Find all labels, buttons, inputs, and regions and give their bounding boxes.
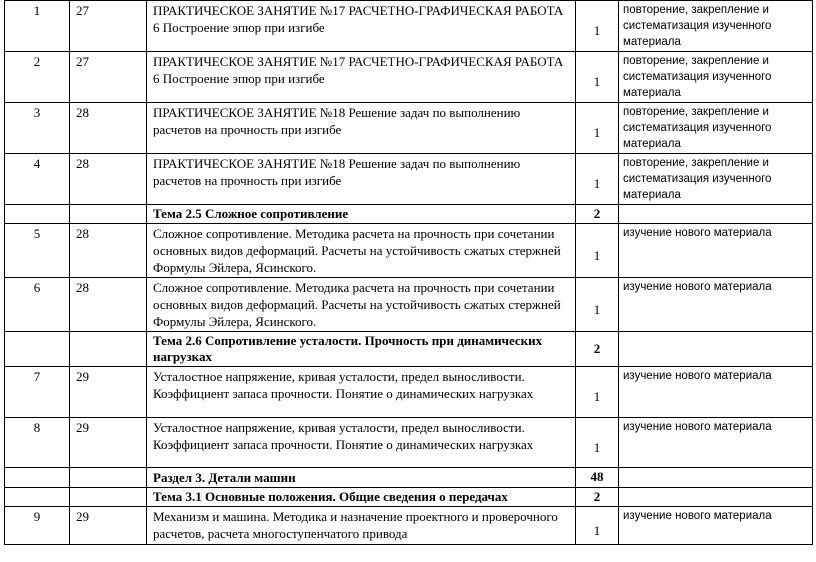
empty-cell xyxy=(5,332,70,367)
table-row xyxy=(5,52,813,103)
lesson-number: 3 xyxy=(5,103,70,154)
section-title: Тема 3.1 Основные положения. Общие сведения о передачах xyxy=(147,488,576,507)
section-hours: 2 xyxy=(576,205,619,224)
table-row xyxy=(5,507,813,545)
section-row xyxy=(5,488,813,507)
empty-cell xyxy=(619,205,813,224)
empty-cell xyxy=(70,205,147,224)
week-number: 29 xyxy=(70,507,147,545)
week-number: 28 xyxy=(70,103,147,154)
lesson-number: 8 xyxy=(5,418,70,468)
lesson-plan-table xyxy=(4,0,813,545)
lesson-type: изучение нового материала xyxy=(619,367,813,418)
lesson-topic: Механизм и машина. Методика и назначение проектного и проверочного расчетов, расчета многоступенчатого привода xyxy=(147,507,576,545)
section-row xyxy=(5,468,813,488)
empty-cell xyxy=(5,205,70,224)
week-number: 27 xyxy=(70,1,147,52)
lesson-hours: 1 xyxy=(576,1,619,52)
lesson-hours: 1 xyxy=(576,278,619,332)
lesson-number: 1 xyxy=(5,1,70,52)
table-row xyxy=(5,224,813,278)
lesson-hours: 1 xyxy=(576,418,619,468)
empty-cell xyxy=(70,468,147,488)
lesson-number: 4 xyxy=(5,154,70,205)
lesson-hours: 1 xyxy=(576,154,619,205)
lesson-type: повторение, закрепление и систематизация изученного материала xyxy=(619,103,813,154)
lesson-hours: 1 xyxy=(576,507,619,545)
lesson-topic: ПРАКТИЧЕСКОЕ ЗАНЯТИЕ №17 РАСЧЕТНО-ГРАФИЧЕСКАЯ РАБОТА 6 Построение эпюр при изгибе xyxy=(147,52,576,103)
lesson-hours: 1 xyxy=(576,224,619,278)
lesson-type: повторение, закрепление и систематизация изученного материала xyxy=(619,1,813,52)
table-row xyxy=(5,154,813,205)
table-row xyxy=(5,367,813,418)
lesson-topic: ПРАКТИЧЕСКОЕ ЗАНЯТИЕ №18 Решение задач по выполнению расчетов на прочность при изгибе xyxy=(147,154,576,205)
lesson-type: изучение нового материала xyxy=(619,418,813,468)
lesson-type: изучение нового материала xyxy=(619,224,813,278)
empty-cell xyxy=(5,488,70,507)
table-row xyxy=(5,1,813,52)
table-row xyxy=(5,103,813,154)
lesson-hours: 1 xyxy=(576,103,619,154)
table-row xyxy=(5,278,813,332)
lesson-number: 5 xyxy=(5,224,70,278)
empty-cell xyxy=(70,332,147,367)
lesson-number: 7 xyxy=(5,367,70,418)
empty-cell xyxy=(5,468,70,488)
lesson-plan-body xyxy=(5,1,813,545)
empty-cell xyxy=(619,488,813,507)
lesson-type: повторение, закрепление и систематизация изученного материала xyxy=(619,52,813,103)
week-number: 28 xyxy=(70,278,147,332)
lesson-topic: ПРАКТИЧЕСКОЕ ЗАНЯТИЕ №18 Решение задач по выполнению расчетов на прочность при изгибе xyxy=(147,103,576,154)
lesson-type: изучение нового материала xyxy=(619,278,813,332)
section-hours: 48 xyxy=(576,468,619,488)
section-row xyxy=(5,205,813,224)
empty-cell xyxy=(619,468,813,488)
lesson-type: изучение нового материала xyxy=(619,507,813,545)
lesson-number: 9 xyxy=(5,507,70,545)
lesson-hours: 1 xyxy=(576,52,619,103)
week-number: 28 xyxy=(70,224,147,278)
empty-cell xyxy=(70,488,147,507)
lesson-topic: ПРАКТИЧЕСКОЕ ЗАНЯТИЕ №17 РАСЧЕТНО-ГРАФИЧЕСКАЯ РАБОТА 6 Построение эпюр при изгибе xyxy=(147,1,576,52)
lesson-number: 6 xyxy=(5,278,70,332)
lesson-topic: Сложное сопротивление. Методика расчета на прочность при сочетании основных видов деформаций. Расчеты на устойчивость сжатых стержней Формулы Эйлера, Ясинского. xyxy=(147,224,576,278)
week-number: 28 xyxy=(70,154,147,205)
lesson-topic: Усталостное напряжение, кривая усталости, предел выносливости. Коэффициент запаса прочности. Понятие о динамических нагрузках xyxy=(147,418,576,468)
lesson-topic: Сложное сопротивление. Методика расчета на прочность при сочетании основных видов деформаций. Расчеты на устойчивость сжатых стержней Формулы Эйлера, Ясинского. xyxy=(147,278,576,332)
lesson-topic: Усталостное напряжение, кривая усталости, предел выносливости. Коэффициент запаса прочности. Понятие о динамических нагрузках xyxy=(147,367,576,418)
week-number: 27 xyxy=(70,52,147,103)
section-title: Раздел 3. Детали машин xyxy=(147,468,576,488)
section-title: Тема 2.6 Сопротивление усталости. Прочность при динамических нагрузках xyxy=(147,332,576,367)
lesson-number: 2 xyxy=(5,52,70,103)
section-row xyxy=(5,332,813,367)
week-number: 29 xyxy=(70,367,147,418)
lesson-hours: 1 xyxy=(576,367,619,418)
section-title: Тема 2.5 Сложное сопротивление xyxy=(147,205,576,224)
section-hours: 2 xyxy=(576,488,619,507)
lesson-type: повторение, закрепление и систематизация изученного материала xyxy=(619,154,813,205)
table-row xyxy=(5,418,813,468)
empty-cell xyxy=(619,332,813,367)
week-number: 29 xyxy=(70,418,147,468)
section-hours: 2 xyxy=(576,332,619,367)
